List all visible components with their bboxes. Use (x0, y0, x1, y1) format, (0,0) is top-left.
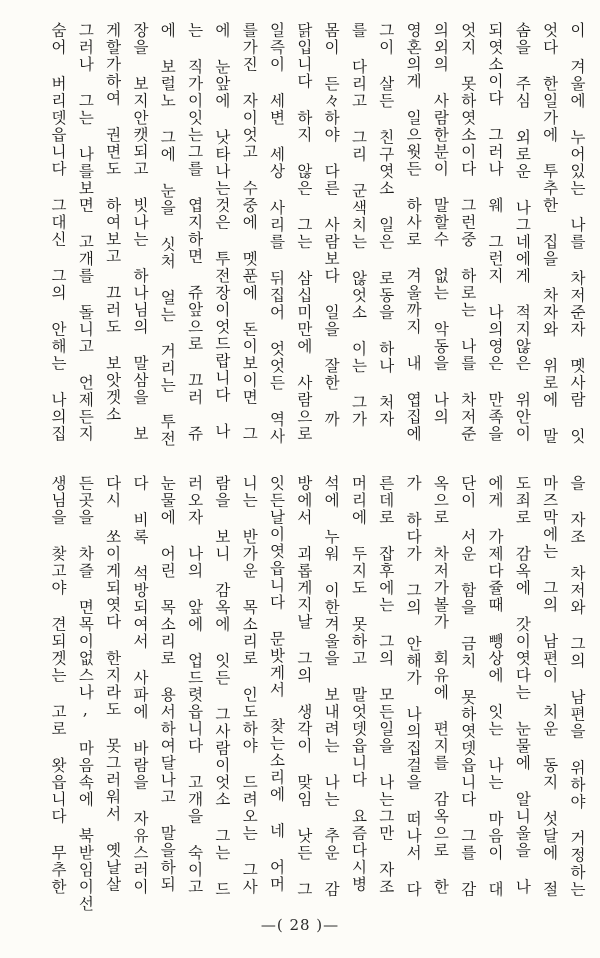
text-column: 를 다리고 그리 군색치는 않엇소 이는 그가 (349, 22, 368, 428)
text-column: 를가진 자이엇고 수중에 멧푼에 돈이보이면 그 (240, 22, 259, 443)
text-column: 니는 반가운 목소리로 인도하야 드려오는 그사 (240, 475, 259, 896)
text-column: 숨어 버리뎃읍니다 그대신 그의 안해는 나의집 (49, 22, 67, 443)
text-column: 러오자 나의 앞에 업드렷읍니다 고개을 숙이고 (185, 475, 204, 896)
text-column: 눈물에 어린 목소리로 용서하여달나고 말을하되 (158, 475, 177, 893)
text-column: 옥으로 차저가볼가 회유에 편지를 감옥으로 한 (431, 475, 450, 896)
text-column: 잇든날이엿읍니다 문밧게서 찾는소리에 네 어머 (267, 475, 286, 893)
text-column: 장을 보지안캣되고 빗나는 하나님의 말삼을 보 (130, 22, 149, 443)
text-column: 가 하다가 그의 안해가 나의집걸을 떠나서 다 (404, 475, 423, 898)
text-column: 람을 보니 감옥에 잇든 그사람이엇소 그는 드 (212, 475, 231, 898)
text-column: 단이 서운 함을 금치 못하엿뎃읍니다 그를 감 (458, 475, 477, 898)
text-column: 에게 가제다쥴때 뺑상에 잇는 나는 마음이 대 (486, 475, 504, 898)
text-column: 몸이 든々하야 다른 사람보다 일을 잘한 까 (322, 22, 341, 428)
text-column: 에 보럴노 그에 눈을 싯처 얼는 거리는 투전 (158, 22, 177, 448)
text-column: 솜을 주심 외로운 나그네에게 적지않은 위안이 (513, 22, 532, 443)
text-column: 엇다 한일가에 투추한 집을 차자와 위로에 말 (540, 22, 559, 445)
text-column: 머리에 두지도 못하고 말엇뎃읍니다 요즘다시병 (349, 475, 368, 893)
text-column: 그러나 그는 나를보면 고개를 돌니고 언제든지 (76, 22, 95, 443)
page-number: —( 28 )— (260, 916, 340, 934)
text-column: 영혼의게 일으웟든 하사로 겨울까지 내 엽집에 (404, 22, 423, 443)
text-column: 방에서 괴롭게지날 그의 생각이 맞임 낫든 그 (294, 475, 313, 898)
text-column: 게할가하여 권면도 하여보고 끄러도 보앗겟소 (103, 22, 122, 423)
text-column: 되엿소이다 그러나 웨 그런지 나의영은 만족을 (486, 22, 504, 443)
text-column: 일즉이 세변 세상 사리를 뒤집어 엇엇든 역사 (267, 22, 286, 445)
text-column: 는 직가이잇는그를 엽지하면 쥬앞으로 끄러 쥬 (185, 22, 204, 443)
text-column: 엇지 못하엿소이다 그런중 하로는 나를 차저준 (458, 22, 477, 443)
text-column: 다시 쏘이게되엿다 한지라도 못그러워서 옛날살 (103, 475, 122, 893)
text-column: 닭입니다 하지 않은 그는 삼십미만에 사람으로 (294, 22, 313, 443)
text-column: 든곳을 차즐 면목이없스나, 마음속에 북받임이선 (76, 475, 95, 913)
upper-text-block (44, 22, 584, 452)
text-column: 도죄로 감옥에 갓이엿다는 눈물에 알니울을 나 (513, 475, 532, 896)
text-column: 다 비록 석방되여서 사파에 바람을 자유스러이 (130, 475, 149, 896)
lower-text-block (44, 475, 586, 913)
text-column: 마즈막에는 그의 남편이 치운 동지 섯달에 절 (540, 475, 559, 898)
text-column: 에 눈앞에 낫타나는것은 투전장이엇드랍니다 나 (212, 22, 231, 440)
text-column: 석에 누워 이한겨울을 보내려는 나는 추운 감 (322, 475, 341, 898)
text-column: 생님을 찾고야 견되겟는 고로 왓읍니다 무추한 (49, 475, 67, 896)
text-column: 이 겨울에 누어있는 나를 차저준자 몟사람 잇 (567, 22, 586, 445)
text-column: 른데로 잡후에는 그의 모든일을 나는그만 자조 (376, 475, 395, 896)
text-column: 을 자조 차저와 그의 남편을 위하야 거정하는 (567, 475, 586, 898)
text-column: 의외의 사람한분이 말할수 없는 악동을 나의 (431, 22, 450, 426)
text-column: 그이 살든 친구엿소 일은 로동을 하나 처자 (376, 22, 395, 428)
